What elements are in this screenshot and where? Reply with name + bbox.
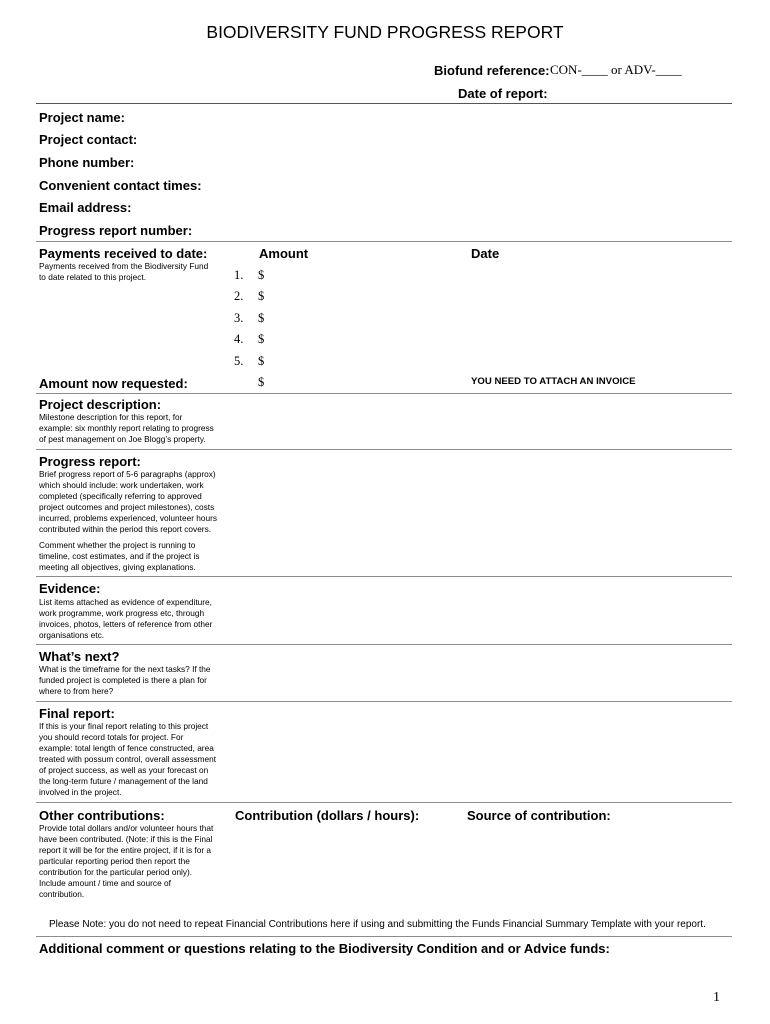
description-line: Brief progress report of 5-6 paragraphs (approx)	[39, 469, 216, 479]
description-line: timeline, cost estimates, and if the project is	[39, 551, 200, 561]
description-line: contribution for the particular period only).	[39, 867, 193, 877]
divider	[36, 576, 732, 577]
evidence-title: Evidence:	[39, 581, 101, 596]
description-line: of pest management on Joe Blogg’s property.	[39, 434, 206, 444]
page-number: 1	[713, 990, 720, 1005]
final-report-text	[39, 721, 216, 798]
description-line: Milestone description for this report, for	[39, 412, 183, 422]
biofund-reference-label: Biofund reference:	[434, 63, 550, 78]
progress-report-text	[39, 469, 217, 535]
payment-row-currency: $	[258, 354, 265, 368]
payments-description	[39, 261, 208, 283]
invoice-note: YOU NEED TO ATTACH AN INVOICE	[471, 376, 636, 387]
additional-comment-heading: Additional comment or questions relating to the Biodiversity Condition and or Advice funds:	[39, 941, 610, 956]
project-description-text	[39, 412, 214, 445]
description-line: List items attached as evidence of expenditure,	[39, 597, 212, 607]
payment-row-number: 2.	[234, 289, 244, 303]
description-line: Provide total dollars and/or volunteer hours that	[39, 823, 214, 833]
contact-times-label: Convenient contact times:	[39, 178, 202, 193]
description-line: particular reporting period then report the	[39, 856, 190, 866]
payment-row-currency: $	[258, 311, 265, 325]
description-line: involved in the project.	[39, 787, 122, 797]
description-line: have been contributed. (Note: if this is the Final	[39, 834, 213, 844]
description-line: which should include: work undertaken, work	[39, 480, 204, 490]
payment-row-currency: $	[258, 289, 265, 303]
progress-report-number-label: Progress report number:	[39, 223, 193, 238]
description-line: completed (specifically referring to approved	[39, 491, 202, 501]
description-line: you should record totals for project. For	[39, 732, 184, 742]
description-line: project outcomes and project milestones), costs	[39, 502, 215, 512]
description-line: work programme, work progress etc, through	[39, 608, 205, 618]
payment-row-number: 5.	[234, 354, 244, 368]
divider	[36, 701, 732, 702]
amount-requested-label: Amount now requested:	[39, 376, 188, 391]
payment-row-currency: $	[258, 332, 265, 346]
description-line: of project success, as well as your forecast on	[39, 765, 209, 775]
progress-report-title: Progress report:	[39, 454, 141, 469]
biofund-reference-value[interactable]: CON-____ or ADV-____	[550, 62, 682, 77]
payment-row-number: 4.	[234, 332, 244, 346]
project-name-label: Project name:	[39, 110, 125, 125]
description-line: example: six monthly report relating to progress	[39, 423, 214, 433]
evidence-text	[39, 597, 212, 641]
description-line: example: total length of fence constructed, area	[39, 743, 214, 753]
whats-next-title: What’s next?	[39, 649, 120, 664]
whats-next-text	[39, 664, 211, 697]
payments-description-line: to date related to this project.	[39, 272, 147, 282]
email-address-label: Email address:	[39, 200, 132, 215]
description-line: treated with possum control, overall assessment	[39, 754, 217, 764]
contribution-amount-header: Contribution (dollars / hours):	[235, 808, 420, 823]
report-title: BIODIVERSITY FUND PROGRESS REPORT	[206, 22, 564, 42]
description-line: meeting all objectives, giving explanations.	[39, 562, 196, 572]
other-contributions-title: Other contributions:	[39, 808, 165, 823]
payment-row-number: 1.	[234, 268, 244, 282]
contribution-source-header: Source of contribution:	[467, 808, 611, 823]
please-note: Please Note: you do not need to repeat Financial Contributions here if using and submitting the Funds Financial Summary Template with your report.	[49, 919, 706, 930]
description-line: the long-term future / management of the land	[39, 776, 208, 786]
description-line: If this is your final report relating to this project	[39, 721, 209, 731]
project-description-title: Project description:	[39, 397, 162, 412]
payment-row-currency: $	[258, 268, 265, 282]
description-line: funded project is completed is there a plan for	[39, 675, 207, 685]
final-report-title: Final report:	[39, 706, 115, 721]
divider	[36, 393, 732, 394]
description-line: Comment whether the project is running to	[39, 540, 196, 550]
payments-description-line: Payments received from the Biodiversity Fund	[39, 261, 209, 271]
amount-requested-currency: $	[258, 375, 265, 389]
description-line: report it will be for the entire project, if it is for a	[39, 845, 211, 855]
payment-row-number: 3.	[234, 311, 244, 325]
divider	[36, 449, 732, 450]
description-line: where to from here?	[39, 686, 114, 696]
divider	[36, 936, 732, 937]
description-line: contributed within the period this report covers.	[39, 524, 212, 534]
description-line: What is the timeframe for the next tasks? If the	[39, 664, 211, 674]
project-contact-label: Project contact:	[39, 132, 138, 147]
divider	[36, 241, 732, 242]
amount-header: Amount	[259, 246, 309, 261]
description-line: contribution.	[39, 889, 85, 899]
description-line: incurred, problems experienced, volunteer hours	[39, 513, 218, 523]
date-of-report-label: Date of report:	[458, 86, 548, 101]
payments-title: Payments received to date:	[39, 246, 208, 261]
date-header: Date	[471, 246, 500, 261]
divider	[36, 103, 732, 104]
description-line: invoices, photos, letters of reference from other	[39, 619, 213, 629]
description-line: organisations etc.	[39, 630, 105, 640]
divider	[36, 644, 732, 645]
other-contributions-text	[39, 823, 213, 900]
divider	[36, 802, 732, 803]
phone-number-label: Phone number:	[39, 155, 135, 170]
progress-report-text-2	[39, 540, 199, 573]
description-line: Include amount / time and source of	[39, 878, 171, 888]
